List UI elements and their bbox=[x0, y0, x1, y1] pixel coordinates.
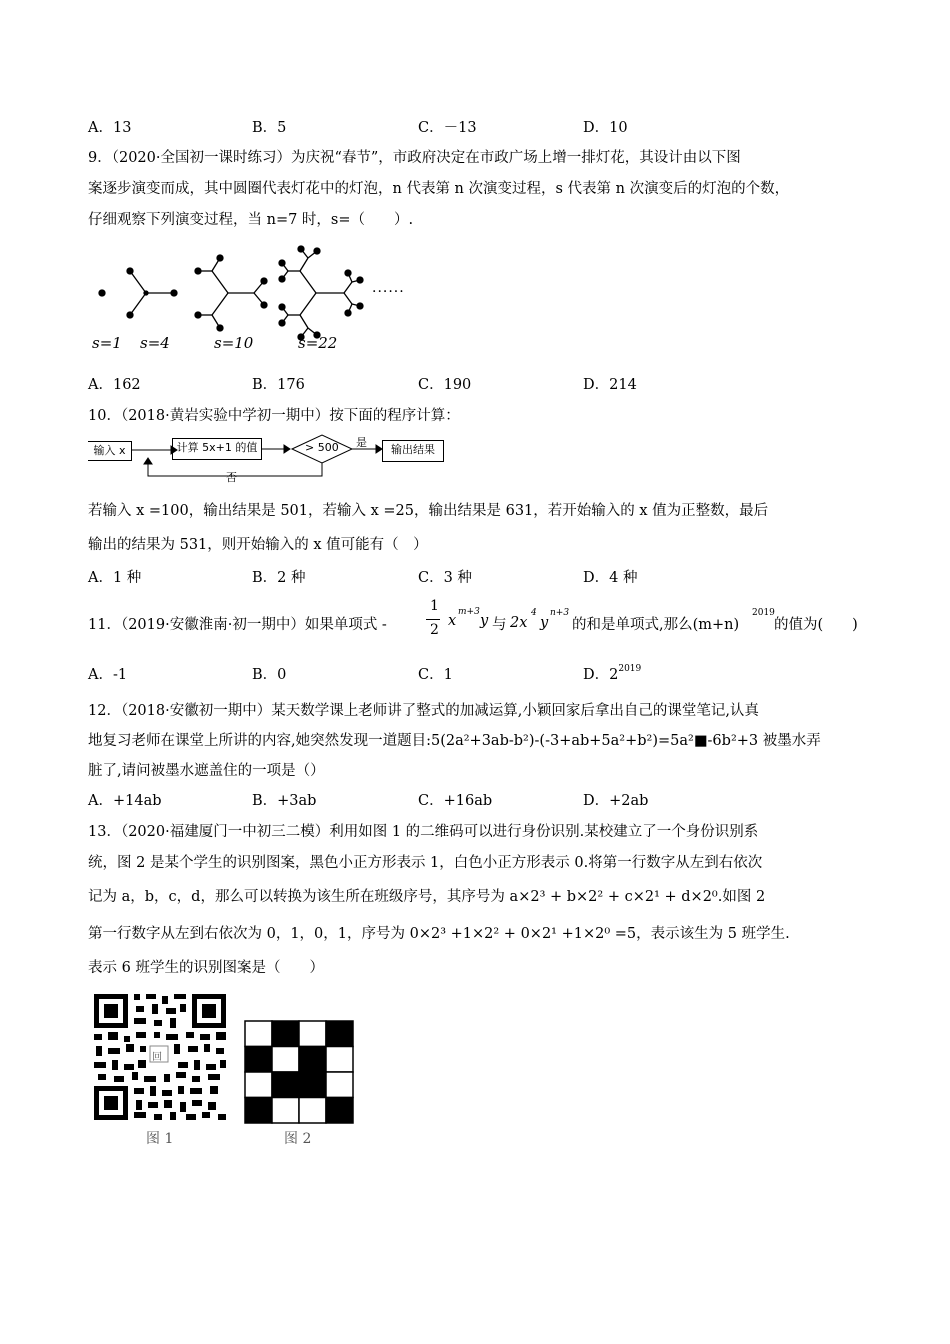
fig2-label: 图 2 bbox=[284, 1131, 312, 1147]
q11-mono1-base: x bbox=[448, 613, 457, 629]
q10-stem-line1: 10．（2018·黄岩实验中学初一期中）按下面的程序计算： bbox=[88, 408, 460, 424]
q10-text-b: 输出的结果为 531，则开始输入的 x 值可能有（ ） bbox=[88, 537, 428, 553]
flow-no-label: 否 bbox=[226, 471, 237, 484]
q13-stem-line4: 第一行数字从左到右依次为 0，1，0，1，序号为 0×2³ +1×2² + 0×2¹ +1×2⁰ =5，表示该生为 5 班学生. bbox=[88, 926, 790, 942]
q11-frac-num: 1 bbox=[430, 598, 439, 614]
q11-frac-bar bbox=[426, 619, 440, 620]
q12-option-c[interactable]: C．+16ab bbox=[418, 793, 493, 809]
q11-option-d[interactable] bbox=[583, 663, 641, 684]
q12-stem-line2: 地复习老师在课堂上所讲的内容,她突然发现一道题目:5(2a²+3ab-b²)-(-3+ab+5a²+b²)=5a²■-6b²+3 被墨水弄 bbox=[88, 733, 821, 749]
q9-option-b[interactable]: B．176 bbox=[252, 377, 305, 393]
q9-stem-line3: 仔细观察下列演变过程，当 n=7 时，s=（ ）. bbox=[88, 212, 414, 228]
q10-option-c[interactable]: C．3 种 bbox=[418, 570, 472, 586]
qr-center-logo: 回 bbox=[152, 1052, 162, 1063]
q8-option-d[interactable]: D．10 bbox=[583, 120, 628, 136]
q9-option-c[interactable]: C．190 bbox=[418, 377, 472, 393]
flow-yes-label: 是 bbox=[356, 436, 367, 449]
grid-cell-r3c3 bbox=[299, 1072, 326, 1098]
q12-option-b[interactable]: B．+3ab bbox=[252, 793, 317, 809]
flow-cond-label: > 500 bbox=[305, 441, 339, 454]
q11-mono2-mid: y bbox=[540, 615, 549, 631]
q13-stem-line5: 表示 6 班学生的识别图案是（ ） bbox=[88, 960, 324, 976]
q11-mono2-coef: 2x bbox=[510, 615, 528, 631]
q8-option-b[interactable]: B．5 bbox=[252, 120, 287, 136]
id-grid-cells bbox=[245, 1021, 353, 1123]
q8-option-c[interactable]: C．－13 bbox=[418, 120, 477, 136]
q9-option-a[interactable]: A．162 bbox=[88, 377, 141, 393]
q12-stem-line1: 12．（2018·安徽初一期中）某天数学课上老师讲了整式的加减运算,小颖回家后拿出自己的课堂笔记,认真 bbox=[88, 703, 759, 719]
grid-cell-r1c1 bbox=[245, 1021, 272, 1047]
q11-frac-den: 2 bbox=[430, 622, 439, 638]
q12-option-d[interactable]: D．+2ab bbox=[583, 793, 649, 809]
q11-prefix: 11．（2019·安徽淮南·初一期中）如果单项式 - bbox=[88, 617, 387, 633]
flow-output-box: 输出结果 bbox=[382, 440, 444, 462]
q11-mono1-tail: y bbox=[480, 613, 489, 629]
q11-suffix: 的和是单项式,那么(m+n) bbox=[572, 617, 740, 633]
flow-compute-box: 计算 5x+1 的值 bbox=[172, 438, 262, 460]
q10-option-a[interactable]: A．1 种 bbox=[88, 570, 142, 586]
q10-option-b[interactable]: B．2 种 bbox=[252, 570, 306, 586]
q11-option-d-text: D．2 bbox=[583, 667, 619, 683]
q10-text-a: 若输入 x =100，输出结果是 501，若输入 x =25，输出结果是 631，若开始输入的 x 值为正整数，最后 bbox=[88, 503, 769, 519]
fig1-label: 图 1 bbox=[146, 1131, 174, 1147]
grid-cell-r4c4 bbox=[326, 1098, 353, 1124]
q8-option-a[interactable]: A．13 bbox=[88, 120, 132, 136]
q11-conj: 与 bbox=[492, 617, 507, 633]
grid-cell-r2c3 bbox=[299, 1047, 326, 1073]
q9-label-s1: s=1 bbox=[92, 334, 122, 352]
q9-stem-line1: 9．（2020·全国初一课时练习）为庆祝“春节”，市政府决定在市政广场上增一排灯花，其设计由以下图 bbox=[88, 150, 741, 166]
q12-option-a[interactable]: A．+14ab bbox=[88, 793, 162, 809]
q9-option-d[interactable]: D．214 bbox=[583, 377, 637, 393]
q11-power: 2019 bbox=[752, 608, 775, 618]
q11-option-b[interactable]: B．0 bbox=[252, 667, 287, 683]
grid-cell-r4c3 bbox=[299, 1098, 326, 1124]
q11-mono2-exp2: n+3 bbox=[550, 608, 570, 618]
q12-stem-line3: 脏了,请问被墨水遮盖住的一项是（） bbox=[88, 763, 325, 779]
id-grid-figure bbox=[244, 1020, 356, 1124]
q10-option-d[interactable]: D．4 种 bbox=[583, 570, 638, 586]
grid-cell-r3c2 bbox=[272, 1072, 299, 1098]
flow-input-box: 输入 x bbox=[88, 441, 132, 461]
q11-tail: 的值为( ) bbox=[774, 617, 858, 633]
grid-cell-r1c3 bbox=[299, 1021, 326, 1047]
q13-stem-line1: 13．（2020·福建厦门一中初三二模）利用如图 1 的二维码可以进行身份识别.某校建立了一个身份识别系 bbox=[88, 824, 759, 840]
q11-option-a[interactable]: A．-1 bbox=[88, 667, 128, 683]
q9-ellipsis: ······ bbox=[372, 284, 405, 300]
grid-cell-r2c2 bbox=[272, 1047, 299, 1073]
grid-cell-r4c1 bbox=[245, 1098, 272, 1124]
q11-mono2-exp1: 4 bbox=[531, 608, 537, 618]
q9-stem-line2: 案逐步演变而成，其中圆圈代表灯花中的灯泡，n 代表第 n 次演变过程，s 代表第 n 次演变后的灯泡的个数， bbox=[88, 181, 790, 197]
grid-cell-r3c1 bbox=[245, 1072, 272, 1098]
q9-label-s4: s=4 bbox=[140, 334, 170, 352]
grid-cell-r2c1 bbox=[245, 1047, 272, 1073]
q13-stem-line3: 记为 a，b，c，d，那么可以转换为该生所在班级序号，其序号为 a×2³ + b×2² + c×2¹ + d×2⁰.如图 2 bbox=[88, 889, 766, 905]
grid-cell-r2c4 bbox=[326, 1047, 353, 1073]
q11-option-d-exp: 2019 bbox=[618, 664, 642, 674]
grid-cell-r1c2 bbox=[272, 1021, 299, 1047]
flow-arrows bbox=[88, 430, 388, 486]
grid-cell-r1c4 bbox=[326, 1021, 353, 1047]
grid-cell-r3c4 bbox=[326, 1072, 353, 1098]
q9-label-s10: s=10 bbox=[214, 334, 254, 352]
q11-mono1-exp: m+3 bbox=[458, 607, 480, 617]
q13-stem-line2: 统，图 2 是某个学生的识别图案，黑色小正方形表示 1，白色小正方形表示 0.将第一行数字从左到右依次 bbox=[88, 855, 763, 871]
q9-label-s22: s=22 bbox=[298, 334, 338, 352]
q11-option-c[interactable]: C．1 bbox=[418, 667, 453, 683]
grid-cell-r4c2 bbox=[272, 1098, 299, 1124]
